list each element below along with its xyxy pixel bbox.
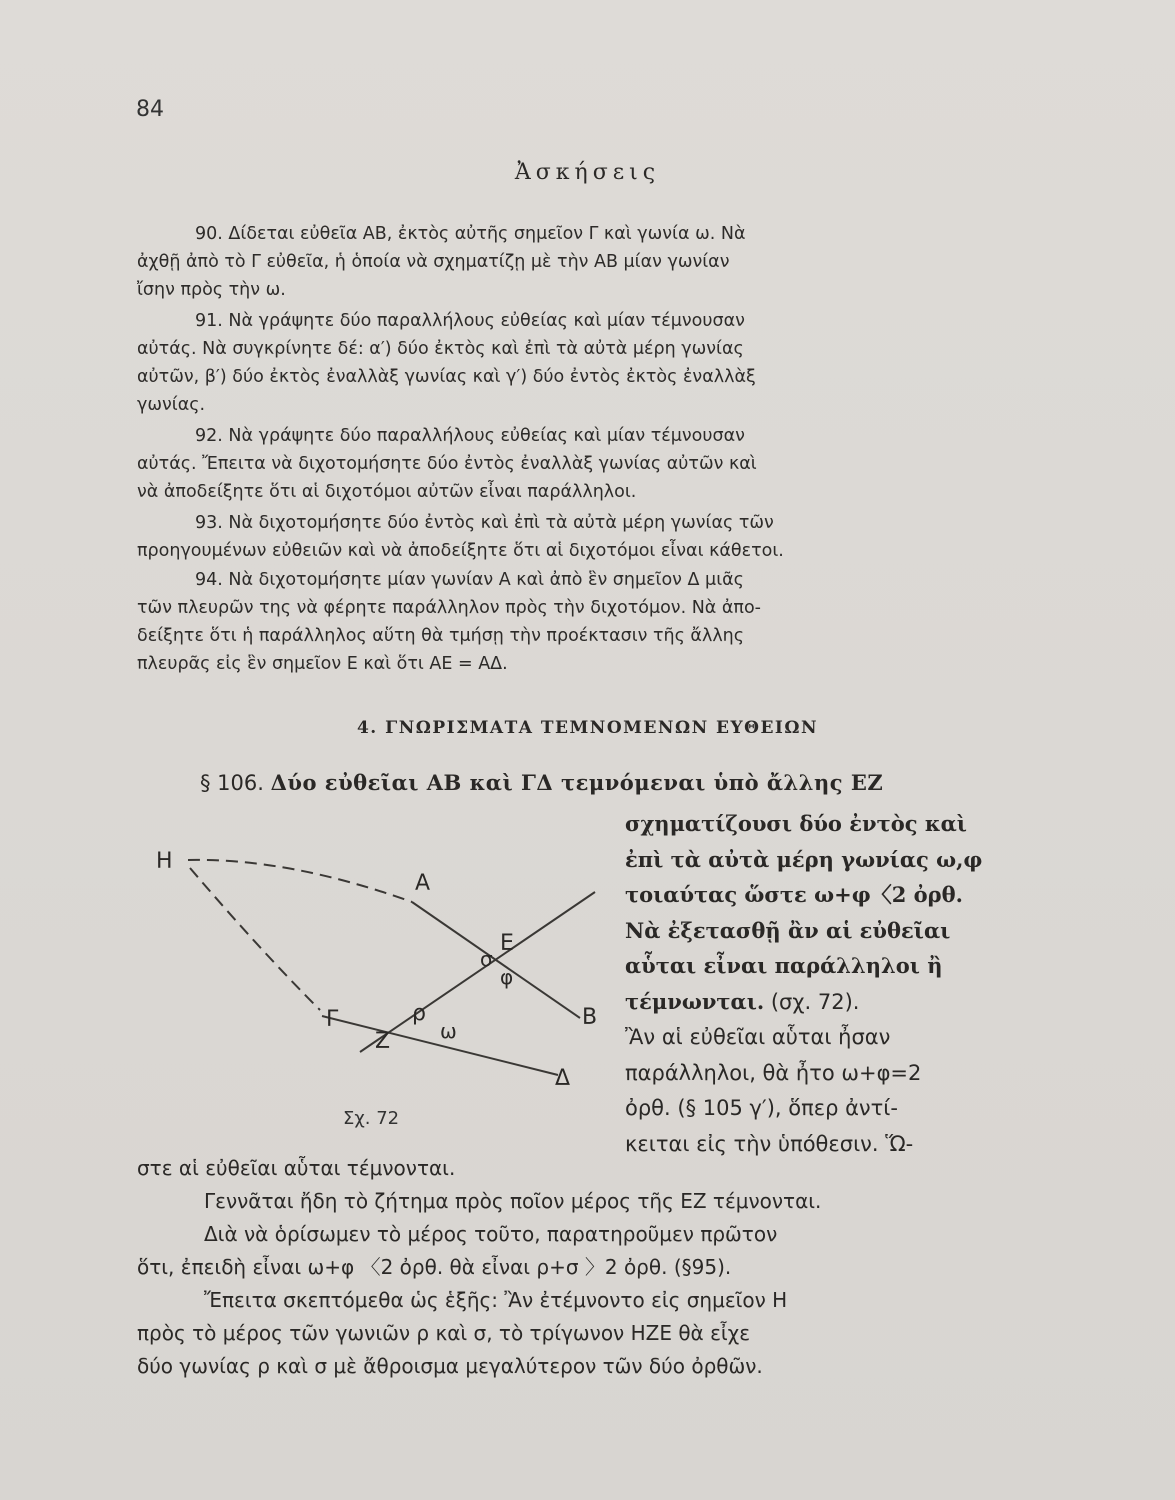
exercise-number: 90.	[195, 224, 223, 244]
exercise-line: ἀχθῇ ἀπὸ τὸ Γ εὐθεῖα, ἡ ὁποία νὰ σχηματίζῃ μὲ τὴν ΑΒ μίαν γωνίαν	[137, 252, 730, 272]
body-line: Ἔπειτα σκεπτόμεθα ὡς ἑξῆς: Ἂν ἐτέμνοντο εἰς σημεῖον Η	[204, 1288, 788, 1312]
label-h: Η	[156, 849, 173, 874]
line-ez	[360, 892, 598, 1052]
section-title: Ἀσκήσεις	[514, 160, 661, 185]
theorem-line: τοιαύτας ὥστε ω+φ〈2 ὀρθ.	[625, 882, 963, 907]
figure-72	[150, 820, 620, 1120]
exercise-94	[137, 566, 1045, 678]
exercise-line	[137, 220, 1045, 248]
label-z: Ζ	[375, 1029, 391, 1054]
body-line: δύο γωνίας ρ καὶ σ μὲ ἄθροισμα μεγαλύτερον τῶν δύο ὀρθῶν.	[137, 1354, 763, 1378]
label-sigma: σ	[480, 947, 493, 971]
chapter-heading: 4. ΓΝΩΡΙΣΜΑΤΑ ΤΕΜΝΟΜΕΝΩΝ ΕΥΘΕΙΩΝ	[356, 718, 819, 738]
page-number: 84	[136, 97, 164, 122]
figure-caption: Σχ. 72	[343, 1108, 400, 1129]
theorem-right-column	[625, 806, 1045, 1162]
label-b: Β	[582, 1005, 598, 1030]
exercise-text: Νὰ γράψητε δύο παραλλήλους εὐθείας καὶ μίαν τέμνουσαν	[228, 426, 745, 446]
label-phi: φ	[500, 965, 514, 989]
body-line: Γεννᾶται ἤδη τὸ ζήτημα πρὸς ποῖον μέρος τῆς ΕΖ τέμνονται.	[204, 1189, 822, 1213]
proof-line: ὀρθ. (§ 105 γ′), ὅπερ ἀντί-	[625, 1096, 898, 1120]
proof-line: παράλληλοι, θὰ ἦτο ω+φ=2	[625, 1060, 922, 1085]
theorem-line	[625, 984, 1045, 1021]
exercise-line: νὰ ἀποδείξητε ὅτι αἱ διχοτόμοι αὐτῶν εἶναι παράλληλοι.	[137, 482, 637, 502]
exercise-line: προηγουμένων εὐθειῶν καὶ νὰ ἀποδείξητε ὅτι αἱ διχοτόμοι εἶναι κάθετοι.	[137, 541, 784, 561]
body-line: ὅτι, ἐπειδὴ εἶναι ω+φ 〈2 ὀρθ. θὰ εἶναι ρ+σ 〉2 ὀρθ. (§95).	[137, 1255, 732, 1279]
exercise-line: γωνίας.	[137, 395, 206, 415]
figure-reference: (σχ. 72).	[770, 989, 860, 1014]
body-text	[137, 1152, 1045, 1383]
exercise-line: δείξητε ὅτι ἡ παράλληλος αὕτη θὰ τμήσῃ τὴν προέκτασιν τῆς ἄλλης	[137, 626, 745, 646]
label-omega: ω	[440, 1019, 457, 1043]
theorem-line: σχηματίζουσι δύο ἐντὸς καὶ	[625, 811, 967, 836]
exercise-text: Δίδεται εὐθεῖα ΑΒ, ἐκτὸς αὐτῆς σημεῖον Γ καὶ γωνία ω. Νὰ	[228, 224, 746, 244]
exercise-number: 92.	[195, 426, 223, 446]
exercise-line: ἴσην πρὸς τὴν ω.	[137, 280, 286, 300]
exercise-text: Νὰ διχοτομήσητε δύο ἐντὸς καὶ ἐπὶ τὰ αὐτὰ μέρη γωνίας τῶν	[228, 513, 774, 533]
exercise-line	[137, 509, 1045, 537]
exercise-number: 94.	[195, 570, 223, 590]
label-gamma: Γ	[326, 1007, 339, 1032]
body-line: Διὰ νὰ ὁρίσωμεν τὸ μέρος τοῦτο, παρατηροῦμεν πρῶτον	[204, 1222, 778, 1246]
theorem-line: Νὰ ἐξετασθῇ ἂν αἱ εὐθεῖαι	[625, 917, 951, 943]
theorem-lead-text: Δύο εὐθεῖαι ΑΒ καὶ ΓΔ τεμνόμεναι ὑπὸ ἄλλης ΕΖ	[270, 770, 884, 795]
section-number: § 106.	[200, 771, 264, 795]
dashed-line-h-a	[188, 860, 412, 902]
body-line: στε αἱ εὐθεῖαι αὗται τέμνονται.	[137, 1156, 456, 1180]
exercise-90	[137, 220, 1045, 304]
theorem-line: ἐπὶ τὰ αὐτὰ μέρη γωνίας ω,φ	[625, 846, 983, 872]
body-line: πρὸς τὸ μέρος τῶν γωνιῶν ρ καὶ σ, τὸ τρίγωνον ΗΖΕ θὰ εἶχε	[137, 1321, 751, 1345]
theorem-line: αὗται εἶναι παράλληλοι ἢ	[625, 953, 943, 978]
dashed-line-h-gamma	[190, 868, 320, 1010]
exercise-line: αὐτάς. Ἔπειτα νὰ διχοτομήσητε δύο ἐντὸς ἐναλλὰξ γωνίας αὐτῶν καὶ	[137, 454, 757, 474]
exercise-text: Νὰ διχοτομήσητε μίαν γωνίαν Α καὶ ἀπὸ ἓν σημεῖον Δ μιᾶς	[228, 570, 744, 590]
theorem-lead	[200, 770, 883, 795]
label-e: Ε	[500, 931, 514, 956]
exercise-line: τῶν πλευρῶν της νὰ φέρητε παράλληλον πρὸς τὴν διχοτόμον. Νὰ ἀπο-	[137, 598, 761, 618]
label-a: Α	[415, 871, 431, 896]
exercise-number: 91.	[195, 311, 223, 331]
exercise-line: πλευρᾶς εἰς ἓν σημεῖον Ε καὶ ὅτι ΑΕ = ΑΔ.	[137, 654, 508, 674]
label-delta: Δ	[555, 1066, 571, 1091]
exercise-92	[137, 422, 1045, 506]
proof-line: Ἂν αἱ εὐθεῖαι αὗται ἦσαν	[625, 1025, 891, 1049]
exercise-93	[137, 509, 1045, 565]
exercise-line	[137, 566, 1045, 594]
exercise-number: 93.	[195, 513, 223, 533]
exercise-line	[137, 422, 1045, 450]
exercise-text: Νὰ γράψητε δύο παραλλήλους εὐθείας καὶ μίαν τέμνουσαν	[228, 311, 745, 331]
exercise-line	[137, 307, 1045, 335]
label-rho: ρ	[412, 1001, 426, 1026]
exercise-line: αὐτῶν, β′) δύο ἐκτὸς ἐναλλὰξ γωνίας καὶ γ′) δύο ἐντὸς ἐκτὸς ἐναλλὰξ	[137, 367, 756, 387]
exercise-91	[137, 307, 1045, 419]
proof-line: κειται εἰς τὴν ὑπόθεσιν. Ὥ-	[625, 1131, 914, 1156]
theorem-line-bold: τέμνωνται.	[625, 988, 765, 1014]
exercise-line: αὐτάς. Νὰ συγκρίνητε δέ: α′) δύο ἐκτὸς καὶ ἐπὶ τὰ αὐτὰ μέρη γωνίας	[137, 339, 744, 359]
